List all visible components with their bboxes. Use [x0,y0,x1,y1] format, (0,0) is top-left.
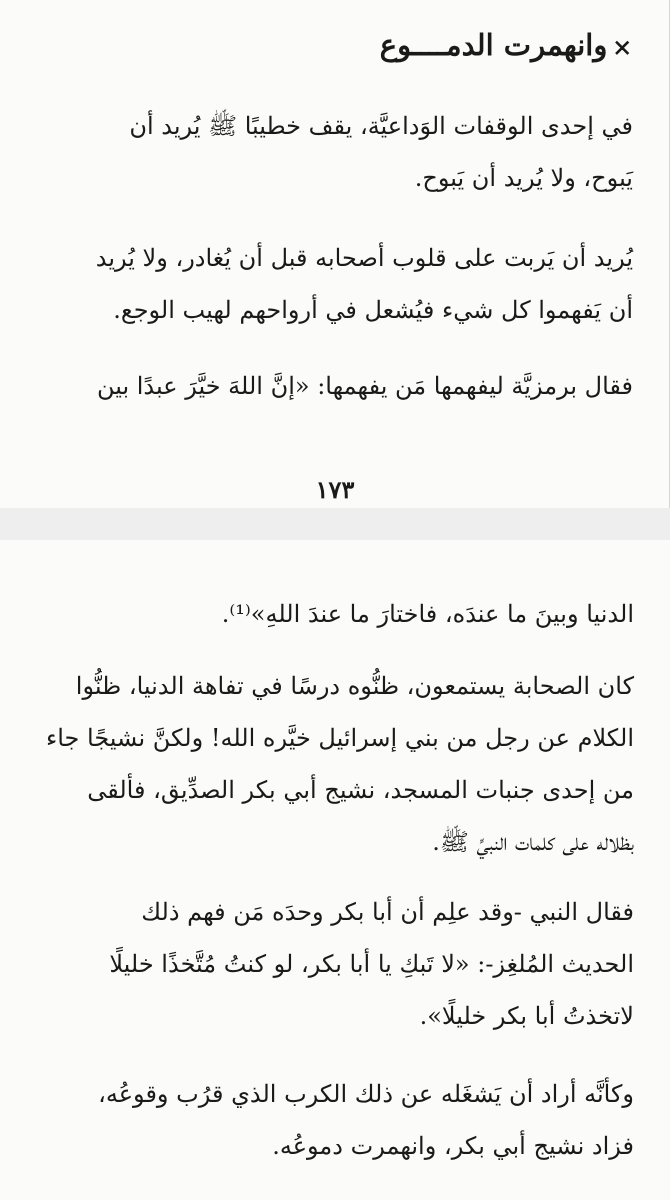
text-line: فزاد نشيج أبي بكر، وانهمرت دموعُه. [272,1132,634,1160]
paragraph-2 [33,232,633,336]
text-line: وكأنَّه أراد أن يَشغَله عن ذلك الكرب الذي قرُب وقوعُه، [98,1080,634,1108]
page-separator [0,508,670,540]
text-line: كان الصحابة يستمعون، ظنُّوه درسًا في تفاهة الدنيا، ظنُّوا [75,672,634,700]
paragraph-3 [33,360,633,412]
text-line: فقال النبي -وقد علِم أن أبا بكر وحدَه مَن فهم ذلك [141,898,634,926]
text-line: يَبوح، ولا يُريد أن يَبوح. [414,164,633,192]
text-line: الدنيا وبينَ ما عندَه، فاختارَ ما عندَ اللهِ»⁽¹⁾. [221,600,634,628]
paragraph-7 [14,1068,634,1172]
text-line: يُريد أن يَربت على قلوب أصحابه قبل أن يُغادر، ولا يُريد [95,244,633,272]
text-line: فقال برمزيَّة ليفهمها مَن يفهمها: «إنَّ اللهَ خيَّرَ عبدًا بين [96,372,633,400]
page-number: ١٧٣ [315,475,355,504]
text-line: في إحدى الوقفات الوَداعيَّة، يقف خطيبًا ﷺ يُريد أن [129,112,633,140]
book-page-174 [0,540,670,1200]
book-page-173 [0,0,670,508]
text-line: لاتخذتُ أبا بكر خليلًا». [419,1002,634,1030]
paragraph-5 [14,660,634,868]
chapter-title: وانهمرت الدمــــوع [379,28,608,62]
text-line: أن يَفهموا كل شيء فيُشعل في أرواحهم لهيب الوجع. [113,296,633,324]
text-line: الحديث المُلغِز-: «لا تَبكِ يا أبا بكر، لو كنتُ مُتَّخذًا خليلًا [109,950,634,978]
text-line: الكلام عن رجل من بني إسرائيل خيَّره الله! ولكنَّ نشيجًا جاء [45,724,634,752]
paragraph-4 [34,588,634,640]
paragraph-6 [14,886,634,1042]
ornament-icon: 𐄂 [615,32,629,62]
chapter-heading [380,28,629,63]
text-line: بظلاله على كلمات النبيِّ ﷺ. [432,828,634,856]
paragraph-1 [33,100,633,204]
text-line: من إحدى جنبات المسجد، نشيج أبي بكر الصدِّيق، فألقى [87,776,634,804]
